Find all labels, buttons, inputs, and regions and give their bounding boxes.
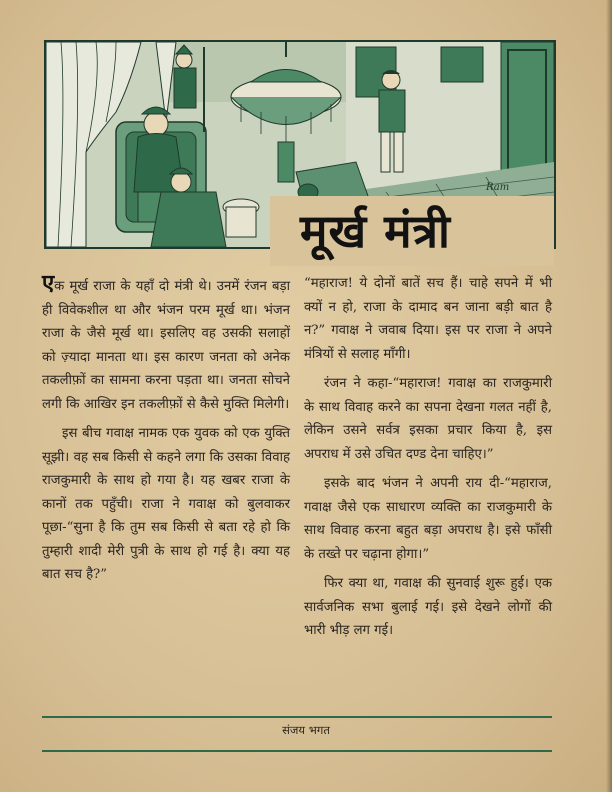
story-title: मूर्ख मंत्री	[300, 204, 451, 258]
left-column	[42, 272, 290, 593]
paragraph-3: “महाराज! ये दोनों बातें सच हैं। चाहे सपने में भी क्यों न हो, राजा के दामाद बन जाना बड़ी बात है न?” गवाक्ष ने जवाब दिया। इस पर राजा ने अपने मंत्रियों से सलाह माँगी।	[304, 276, 552, 362]
paragraph-5: इसके बाद भंजन ने अपनी राय दी-“महाराज, गवाक्ष जैसे एक साधारण व्यक्ति का राजकुमारी के साथ विवाह करना बहुत बड़ा अपराध है। इसे फाँसी के तख्ते पर चढ़ाना होगा।”	[304, 476, 552, 562]
paragraph-1	[42, 272, 290, 416]
illustrator-signature: Ram	[486, 182, 510, 193]
paragraph-1-text: क मूर्ख राजा के यहाँ दो मंत्री थे। उनमें रंजन बड़ा ही विवेकशील था और भंजन परम मूर्ख था। भंजन राजा के जैसे मूर्ख था। इसलिए वह उसकी सलाहों को ज़्यादा मानता था। इस कारण जनता को अनेक तकलीफ़ों का सामना करना पड़ता था। जनता सोचने लगी कि आखिर इन तकलीफ़ों से कैसे मुक्ति मिलेगी।	[42, 279, 290, 412]
paragraph-4: रंजन ने कहा-“महाराज! गवाक्ष का राजकुमारी के साथ विवाह करने का सपना देखना गलत नहीं है, लेकिन उसने सर्वत्र इसका प्रचार किया है, इस अपराध में उसे उचित दण्ड देना चाहिए।”	[304, 376, 552, 462]
footer-rule-top	[42, 716, 552, 718]
author-name: संजय भगत	[282, 723, 330, 737]
page-edge-shadow	[606, 0, 612, 792]
paragraph-2: इस बीच गवाक्ष नामक एक युवक को एक युक्ति सूझी। वह सब किसी से कहने लगा कि उसका विवाह राजकुमारी के साथ हो गया है। यह खबर राजा के कानों तक पहुँची। राजा ने गवाक्ष को बुलवाकर पूछा-“सुना है कि तुम सब किसी से बता रहे हो कि तुम्हारी शादी मेरी पुत्री के साथ हो गई है। क्या यह बात सच है?”	[42, 426, 290, 582]
drop-cap: ए	[42, 270, 55, 296]
right-column	[304, 272, 552, 649]
footer-rule-bottom	[42, 750, 552, 752]
paragraph-6: फिर क्या था, गवाक्ष की सुनवाई शुरू हुई। एक सार्वजनिक सभा बुलाई गई। इसे देखने लोगों की भारी भीड़ लग गई।	[304, 576, 552, 638]
